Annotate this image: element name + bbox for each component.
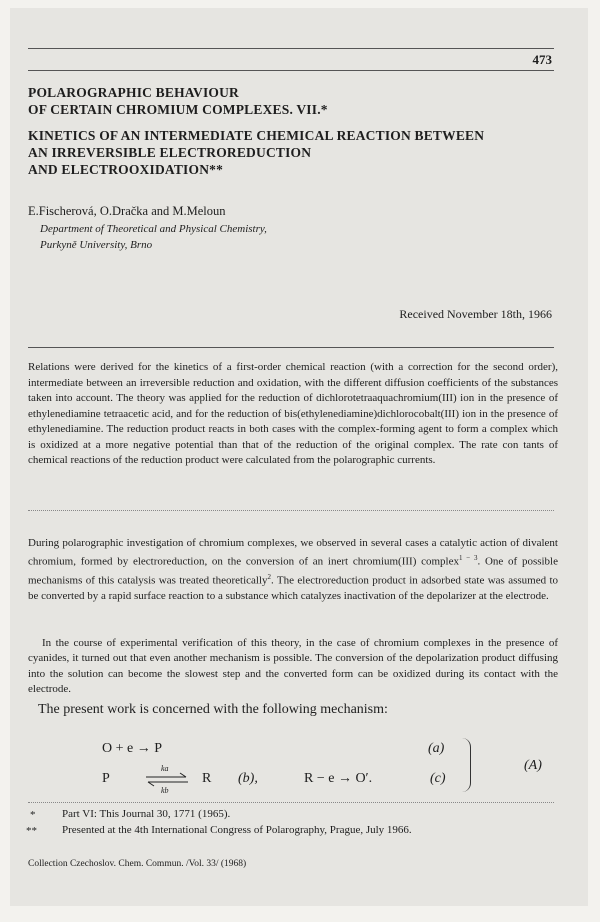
equation-brace bbox=[462, 738, 471, 792]
equation-b-right: R bbox=[202, 771, 212, 786]
rate-constant-kb: kb bbox=[161, 786, 169, 795]
paragraph-text: . The electroreduction product in adsorbed state was assumed to be converted by a rapid surface reaction to a substance which catalyzes inactivation of the depolarizer at the electrode. bbox=[28, 574, 559, 603]
authors: E.Fischerová, O.Dračka and M.Meloun bbox=[28, 204, 226, 218]
title-line: POLAROGRAPHIC BEHAVIOUR bbox=[28, 85, 239, 100]
abstract-top-rule bbox=[28, 347, 554, 348]
equation-group-label: (A) bbox=[524, 758, 542, 773]
equation-a: O + e → P bbox=[102, 741, 163, 756]
title-line: KINETICS OF AN INTERMEDIATE CHEMICAL REACTION BETWEEN bbox=[28, 128, 485, 143]
equilibrium-arrows bbox=[144, 766, 190, 796]
paragraph-text: During polarographic investigation of chromium complexes, we observed in several cases a catalytic action of divalent chromium, formed by electroreduction, on the conversion of an inert chromium(III) complex bbox=[28, 537, 558, 568]
affiliation-line: Purkyně University, Brno bbox=[40, 239, 153, 251]
page-number: 473 bbox=[532, 52, 552, 67]
abstract-bottom-rule bbox=[28, 510, 554, 511]
footnote-1-mark: * bbox=[30, 809, 36, 821]
rate-constant-ka: ka bbox=[161, 764, 169, 773]
footnote-2: Presented at the 4th International Congress of Polarography, Prague, July 1966. bbox=[62, 824, 412, 836]
affiliation bbox=[40, 221, 267, 253]
citation-ref: 2 bbox=[267, 573, 272, 582]
title-line: AN IRREVERSIBLE ELECTROREDUCTION bbox=[28, 145, 312, 160]
series-title bbox=[28, 84, 558, 118]
journal-footer: Collection Czechoslov. Chem. Commun. /Vol. 33/ (1968) bbox=[28, 859, 247, 869]
citation-ref: 1 − 3 bbox=[459, 554, 478, 563]
title-line: AND ELECTROOXIDATION** bbox=[28, 162, 224, 177]
article-title bbox=[28, 127, 558, 178]
equation-a-label: (a) bbox=[428, 741, 445, 756]
abstract: Relations were derived for the kinetics of a first-order chemical reaction (with a correction for the second order), intermediate between an irreversible reduction and oxidation, with the different diffusion coefficients of the substances taken into account. The theory was applied for the reduction of dichlorotetraaquachromium(III) ion in the presence of ethylenediamine tetraacetic acid, and for the reduction of bis(ethylenediamine)dichlorocobalt(III) ion in the presence of ethylenediamine. The reduction product reacts in both cases with the complex-forming agent to form a complex which is oxidized at a more negative potential than that of the reduction of the original complex. The rate con tants of chemical reactions of the reduction product were calculated from the polarographic currents. bbox=[28, 361, 558, 466]
equation-b-label: (b), bbox=[238, 771, 258, 786]
header-rule bbox=[28, 70, 554, 71]
paragraph-3: The present work is concerned with the following mechanism: bbox=[38, 702, 388, 717]
paragraph-text: . One of possible mechanisms of this catalysis was treated theoretically bbox=[28, 555, 558, 587]
received-date: Received November 18th, 1966 bbox=[399, 307, 552, 321]
top-rule bbox=[28, 48, 554, 49]
affiliation-line: Department of Theoretical and Physical Chemistry, bbox=[40, 223, 267, 235]
title-line: OF CERTAIN CHROMIUM COMPLEXES. VII.* bbox=[28, 102, 328, 117]
paragraph-1 bbox=[28, 536, 558, 605]
equation-c-label: (c) bbox=[430, 771, 446, 786]
paragraph-2: In the course of experimental verification of this theory, in the case of chromium complexes in the presence of cyanides, it turned out that even another mechanism is possible. The conversion of the depolarization product diffusing into the solution can become the slowest step and the converted form can be oxidized during its contact with the electrode. bbox=[28, 637, 558, 695]
footnote-2-mark: ** bbox=[26, 825, 37, 837]
equation-b-left: P bbox=[102, 771, 110, 786]
footnote-1: Part VI: This Journal 30, 1771 (1965). bbox=[62, 808, 231, 820]
journal-page bbox=[10, 8, 588, 906]
footnote-rule bbox=[28, 802, 554, 803]
equation-c: R − e → O′. bbox=[304, 771, 373, 786]
